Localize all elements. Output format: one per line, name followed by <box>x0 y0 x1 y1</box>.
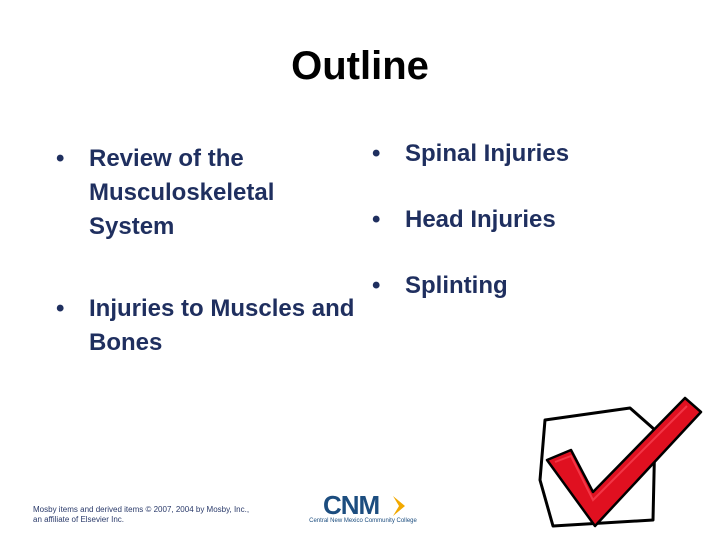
logo-text: CNM <box>323 490 380 520</box>
bullet-text: Splinting <box>405 272 508 299</box>
bullet-text: Head Injuries <box>405 206 556 233</box>
bullet-item-head <box>372 203 702 237</box>
copyright-line-2: an affiliate of Elsevier Inc. <box>33 515 125 524</box>
logo-subtext: Central New Mexico Community College <box>309 518 417 524</box>
left-bullet-list <box>56 142 356 360</box>
bullet-text: Spinal Injuries <box>405 140 570 167</box>
bullet-glyph: • <box>56 145 65 172</box>
bullet-glyph: • <box>372 206 381 233</box>
bullet-glyph: • <box>56 295 65 322</box>
copyright-note <box>33 505 293 525</box>
bullet-item-musculoskeletal <box>56 142 356 244</box>
slide-title: Outline <box>291 44 429 88</box>
right-bullet-list <box>372 137 702 335</box>
checkmark-icon <box>535 380 715 530</box>
bullet-text: Injuries to Muscles and Bones <box>89 295 355 356</box>
bullet-glyph: • <box>372 140 381 167</box>
bullet-text: Review of the Musculoskeletal System <box>89 145 275 240</box>
bullet-item-spinal <box>372 137 702 171</box>
copyright-line-1: Mosby items and derived items © 2007, 2004 by Mosby, Inc., <box>33 505 250 514</box>
cnm-logo <box>293 490 433 530</box>
bullet-item-injuries-muscles <box>56 292 356 360</box>
bullet-item-splinting <box>372 269 702 303</box>
bullet-glyph: • <box>372 272 381 299</box>
